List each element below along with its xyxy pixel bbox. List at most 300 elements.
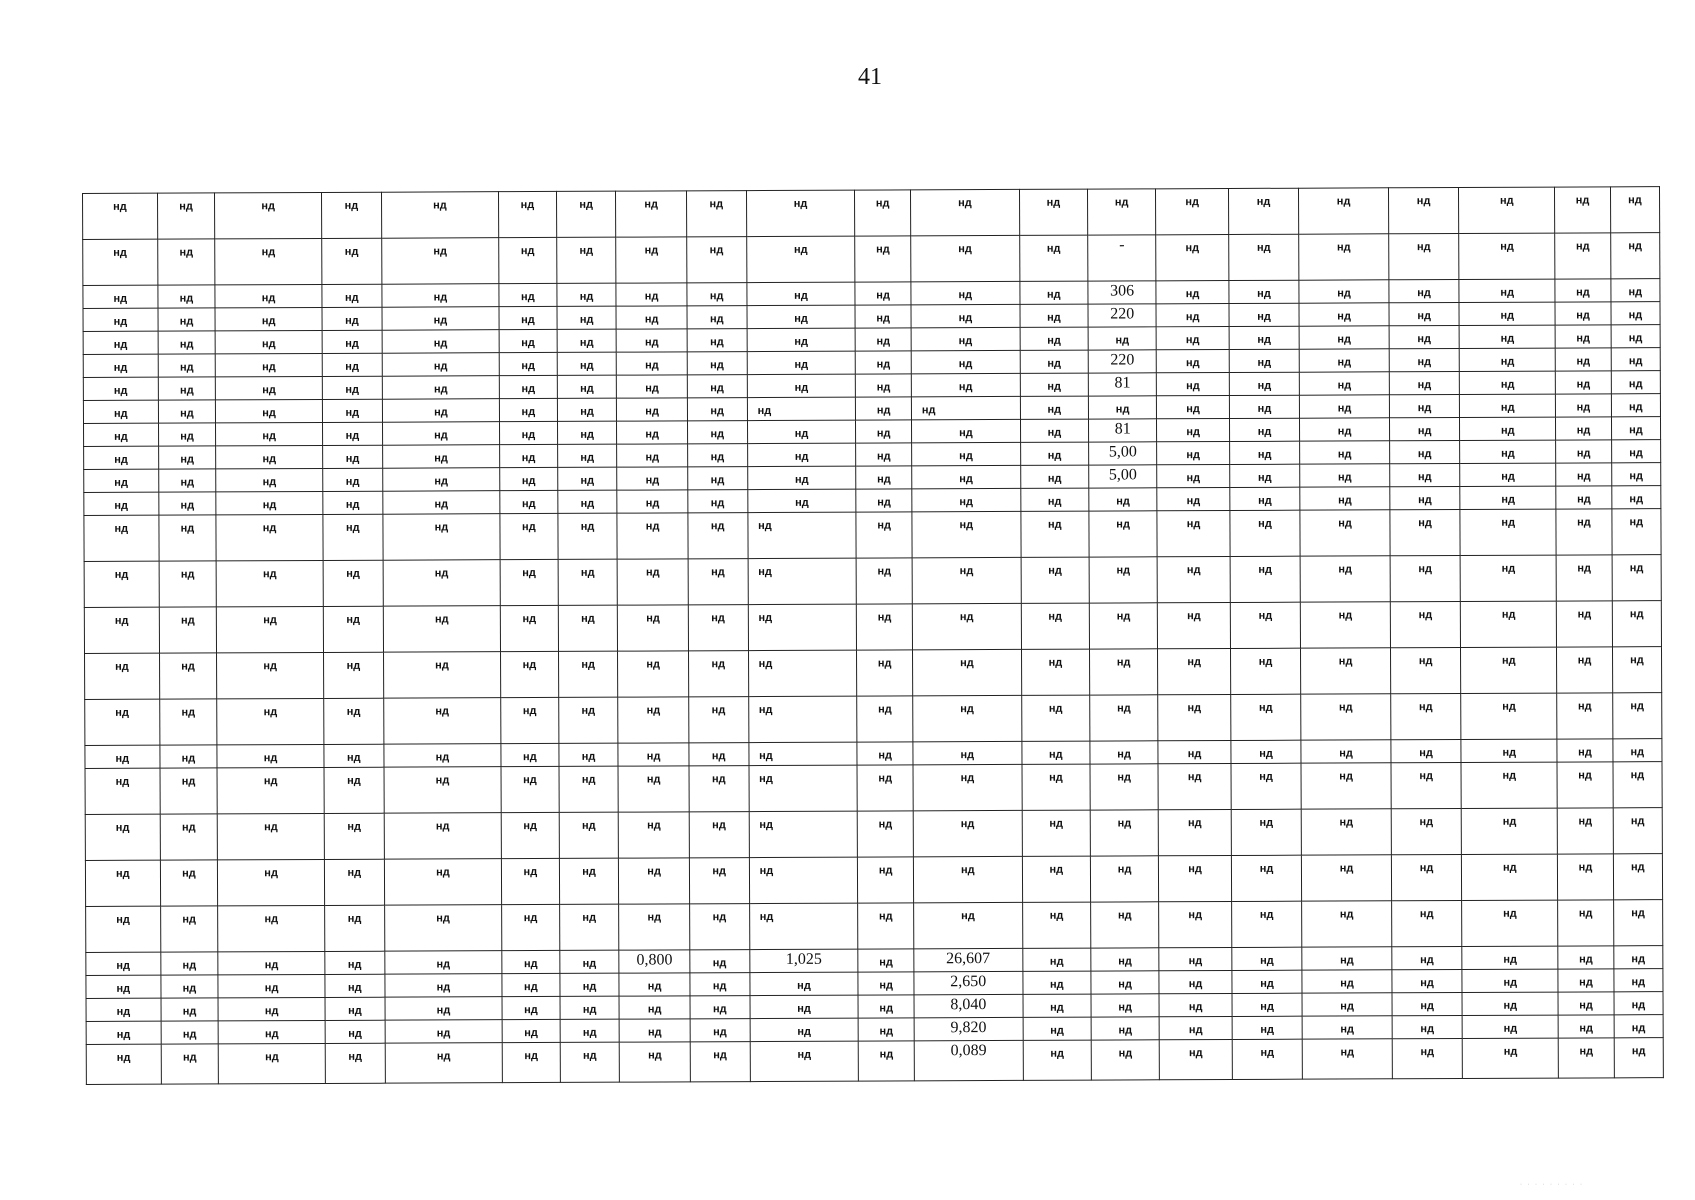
table-cell: нд bbox=[857, 558, 913, 604]
table-cell: нд bbox=[161, 952, 219, 975]
table-cell: нд bbox=[1160, 1039, 1233, 1079]
table-cell: нд bbox=[1300, 372, 1390, 395]
table-cell: нд bbox=[1300, 510, 1390, 556]
table-cell: нд bbox=[557, 329, 617, 352]
table-cell: нд bbox=[1557, 762, 1613, 808]
table-cell: нд bbox=[385, 1020, 502, 1044]
table-cell: нд bbox=[913, 810, 1022, 856]
table-cell: нд bbox=[323, 514, 383, 560]
table-cell: нд bbox=[1157, 418, 1230, 441]
table-cell: нд bbox=[747, 420, 856, 443]
table-cell: нд bbox=[1558, 946, 1614, 969]
table-cell: нд bbox=[1159, 1016, 1232, 1039]
table-cell: нд bbox=[382, 307, 499, 331]
table-cell: нд bbox=[1230, 602, 1301, 648]
table-cell: нд bbox=[499, 237, 557, 283]
table-cell: нд bbox=[1159, 855, 1232, 901]
table-cell: нд bbox=[1158, 602, 1231, 648]
table-cell: нд bbox=[1300, 556, 1390, 602]
table-cell: нд bbox=[215, 330, 322, 353]
table-cell: нд bbox=[502, 950, 560, 973]
table-cell: нд bbox=[1231, 855, 1302, 901]
table-cell: нд bbox=[910, 189, 1019, 235]
table-cell: нд bbox=[218, 905, 325, 951]
table-cell: нд bbox=[1300, 464, 1390, 487]
table-cell: 5,00 bbox=[1089, 465, 1157, 488]
table-cell: нд bbox=[1156, 188, 1229, 234]
table-cell: нд bbox=[1611, 394, 1660, 417]
table-cell: нд bbox=[617, 513, 688, 559]
table-cell: нд bbox=[560, 1019, 620, 1042]
table-cell: нд bbox=[1229, 395, 1300, 418]
table-cell: 220 bbox=[1088, 350, 1156, 373]
table-cell: нд bbox=[323, 468, 383, 491]
table-cell: нд bbox=[1461, 739, 1557, 762]
table-cell: нд bbox=[1022, 764, 1090, 810]
table-cell: нд bbox=[322, 330, 382, 353]
table-cell: нд bbox=[1611, 325, 1660, 348]
table-cell: нд bbox=[1391, 854, 1462, 900]
table-cell: нд bbox=[1156, 234, 1229, 280]
table-cell: нд bbox=[1300, 487, 1390, 510]
table-cell: нд bbox=[1611, 371, 1660, 394]
table-cell: нд bbox=[1558, 1038, 1614, 1078]
table-cell: нд bbox=[859, 1018, 915, 1041]
table-cell: нд bbox=[1229, 326, 1300, 349]
table-cell: нд bbox=[746, 236, 855, 282]
page-number: 41 bbox=[858, 64, 882, 90]
table-cell: нд bbox=[216, 376, 323, 399]
table-cell: нд bbox=[1557, 693, 1613, 739]
table-cell: нд bbox=[856, 466, 912, 489]
table-cell: нд bbox=[158, 354, 216, 377]
table-cell: нд bbox=[1558, 969, 1614, 992]
table-cell: нд bbox=[1557, 647, 1613, 693]
table-cell: нд bbox=[321, 192, 381, 238]
table-cell: нд bbox=[1392, 1038, 1463, 1078]
table-cell: нд bbox=[1461, 647, 1557, 693]
table-cell: нд bbox=[618, 605, 689, 651]
table-cell: нд bbox=[858, 903, 914, 949]
table-cell: нд bbox=[1090, 695, 1158, 741]
table-cell: нд bbox=[620, 1042, 691, 1082]
table-cell: нд bbox=[325, 1043, 385, 1083]
table-cell: нд bbox=[83, 239, 158, 285]
table-cell: нд bbox=[1389, 394, 1460, 417]
table-cell: нд bbox=[1556, 440, 1612, 463]
table-cell: нд bbox=[84, 469, 159, 492]
table-cell: нд bbox=[688, 490, 748, 513]
table-cell: нд bbox=[84, 515, 159, 561]
table-cell: нд bbox=[1612, 555, 1661, 601]
table-cell: нд bbox=[858, 995, 914, 1018]
table-cell: 81 bbox=[1089, 419, 1157, 442]
table-cell: нд bbox=[1229, 372, 1300, 395]
table-row bbox=[84, 509, 1661, 562]
table-cell: нд bbox=[748, 696, 857, 742]
table-cell: нд bbox=[1556, 394, 1612, 417]
table-cell: нд bbox=[749, 811, 858, 857]
table-cell: нд bbox=[1556, 463, 1612, 486]
table-cell: нд bbox=[217, 606, 324, 652]
table-cell: нд bbox=[557, 421, 617, 444]
table-cell: нд bbox=[85, 768, 160, 814]
table-cell: нд bbox=[690, 973, 750, 996]
table-cell: нд bbox=[1613, 900, 1662, 946]
table-cell: нд bbox=[1020, 350, 1088, 373]
table-cell: нд bbox=[158, 285, 216, 308]
table-cell: нд bbox=[1302, 1016, 1392, 1039]
table-cell: нд bbox=[501, 766, 559, 812]
table-cell: нд bbox=[218, 997, 325, 1020]
table-cell: нд bbox=[1020, 327, 1088, 350]
table-cell: нд bbox=[1159, 947, 1232, 970]
table-cell: нд bbox=[857, 650, 913, 696]
table-cell: нд bbox=[911, 235, 1020, 281]
scan-artifact: · · · · · · · · · bbox=[1520, 1182, 1584, 1188]
table-cell: нд bbox=[216, 560, 323, 606]
table-cell: нд bbox=[912, 442, 1021, 465]
table-cell: нд bbox=[1091, 948, 1159, 971]
table-row bbox=[85, 854, 1662, 907]
table-cell: нд bbox=[1459, 302, 1555, 325]
table-wrapper bbox=[82, 186, 1664, 1085]
table-cell: нд bbox=[500, 444, 558, 467]
table-cell: нд bbox=[218, 951, 325, 974]
table-cell: нд bbox=[557, 283, 617, 306]
table-cell: нд bbox=[1157, 487, 1230, 510]
table-cell: нд bbox=[1088, 396, 1156, 419]
table-cell: нд bbox=[325, 974, 385, 997]
table-cell: нд bbox=[1090, 764, 1158, 810]
table-cell: нд bbox=[1389, 325, 1460, 348]
table-cell: нд bbox=[1020, 304, 1088, 327]
table-cell: нд bbox=[157, 193, 215, 239]
table-cell: нд bbox=[1021, 603, 1089, 649]
table-cell: нд bbox=[1091, 994, 1159, 1017]
table-cell: нд bbox=[1610, 233, 1659, 279]
table-cell: нд bbox=[690, 1042, 750, 1082]
table-cell: нд bbox=[1021, 511, 1089, 557]
table-cell: нд bbox=[1391, 739, 1462, 762]
table-cell: нд bbox=[1231, 901, 1302, 947]
table-cell: нд bbox=[1612, 601, 1661, 647]
table-cell: нд bbox=[687, 421, 747, 444]
table-cell: нд bbox=[1089, 557, 1157, 603]
table-cell: нд bbox=[559, 858, 619, 904]
table-cell: нд bbox=[84, 446, 159, 469]
table-cell: нд bbox=[86, 952, 161, 975]
table-row bbox=[84, 601, 1661, 654]
table-cell: нд bbox=[1390, 509, 1461, 555]
table-cell: нд bbox=[383, 514, 501, 561]
table-cell: нд bbox=[1022, 810, 1090, 856]
table-cell: 1,025 bbox=[749, 949, 858, 972]
table-cell: нд bbox=[618, 697, 689, 743]
table-cell: нд bbox=[856, 512, 912, 558]
table-cell: нд bbox=[1613, 808, 1662, 854]
table-cell: нд bbox=[1158, 763, 1231, 809]
table-cell: нд bbox=[1230, 510, 1301, 556]
table-cell: нд bbox=[1459, 279, 1555, 302]
table-cell: нд bbox=[1229, 303, 1300, 326]
table-cell: нд bbox=[159, 607, 217, 653]
table-cell: нд bbox=[385, 974, 502, 998]
table-cell: нд bbox=[84, 561, 159, 607]
table-cell: нд bbox=[1157, 395, 1230, 418]
table-cell: нд bbox=[325, 951, 385, 974]
table-cell: нд bbox=[161, 1044, 219, 1084]
table-cell: нд bbox=[1156, 326, 1229, 349]
table-cell: 0,800 bbox=[619, 950, 690, 973]
table-cell: нд bbox=[1157, 441, 1230, 464]
table-cell: нд bbox=[322, 284, 382, 307]
table-cell: нд bbox=[86, 906, 161, 952]
table-cell: нд bbox=[499, 329, 557, 352]
table-cell: нд bbox=[1229, 418, 1300, 441]
table-cell: нд bbox=[385, 951, 502, 975]
table-cell: нд bbox=[911, 281, 1020, 304]
table-cell: нд bbox=[158, 377, 216, 400]
table-cell: нд bbox=[750, 1018, 859, 1041]
table-cell: 8,040 bbox=[914, 994, 1023, 1017]
table-cell: нд bbox=[1232, 970, 1303, 993]
table-cell: нд bbox=[857, 604, 913, 650]
table-cell: нд bbox=[1230, 648, 1301, 694]
table-cell: нд bbox=[215, 192, 322, 238]
table-cell: нд bbox=[1089, 488, 1157, 511]
table-cell: нд bbox=[1232, 1039, 1303, 1079]
table-cell: нд bbox=[858, 972, 914, 995]
table-cell: нд bbox=[1302, 947, 1392, 970]
table-cell: нд bbox=[384, 767, 502, 814]
table-cell: нд bbox=[383, 491, 500, 515]
table-cell: нд bbox=[1022, 902, 1090, 948]
table-cell: нд bbox=[1392, 969, 1463, 992]
table-cell: нд bbox=[912, 511, 1021, 557]
table-cell: нд bbox=[1023, 994, 1091, 1017]
table-cell: нд bbox=[382, 445, 499, 469]
table-cell: нд bbox=[619, 973, 690, 996]
table-cell: нд bbox=[1157, 464, 1230, 487]
table-cell: нд bbox=[856, 351, 912, 374]
table-cell: нд bbox=[1557, 808, 1613, 854]
table-cell: нд bbox=[913, 695, 1022, 741]
table-cell: нд bbox=[1021, 649, 1089, 695]
table-cell: нд bbox=[750, 1041, 859, 1081]
table-cell: нд bbox=[690, 1019, 750, 1042]
table-cell: нд bbox=[1460, 486, 1556, 509]
table-cell: нд bbox=[1231, 809, 1302, 855]
table-cell: нд bbox=[160, 768, 218, 814]
table-cell: нд bbox=[559, 743, 619, 766]
table-cell: нд bbox=[1302, 993, 1392, 1016]
table-cell: нд bbox=[688, 605, 748, 651]
table-cell: нд bbox=[1389, 348, 1460, 371]
table-cell: нд bbox=[382, 284, 499, 308]
table-cell: нд bbox=[689, 766, 749, 812]
table-cell: нд bbox=[1088, 327, 1156, 350]
table-cell: нд bbox=[1023, 1040, 1091, 1080]
table-cell: нд bbox=[1019, 235, 1087, 281]
table-cell: нд bbox=[499, 352, 557, 375]
table-cell: нд bbox=[1558, 992, 1614, 1015]
table-cell: нд bbox=[160, 814, 218, 860]
table-cell: нд bbox=[1301, 648, 1391, 694]
table-cell: нд bbox=[1301, 740, 1391, 763]
table-cell: нд bbox=[1158, 809, 1231, 855]
table-cell: нд bbox=[159, 561, 217, 607]
table-cell: нд bbox=[1091, 971, 1159, 994]
table-cell: нд bbox=[1302, 855, 1392, 901]
table-cell: нд bbox=[1229, 234, 1300, 280]
table-cell: нд bbox=[1460, 440, 1556, 463]
table-cell: нд bbox=[747, 351, 856, 374]
table-cell: нд bbox=[617, 329, 688, 352]
table-cell: нд bbox=[158, 469, 216, 492]
table-cell: нд bbox=[1019, 189, 1087, 235]
table-cell: нд bbox=[1388, 187, 1459, 233]
table-cell: нд bbox=[161, 998, 219, 1021]
table-cell: нд bbox=[687, 375, 747, 398]
table-cell: нд bbox=[689, 743, 749, 766]
table-cell: нд bbox=[1090, 649, 1158, 695]
table-cell: нд bbox=[1157, 510, 1230, 556]
table-cell: нд bbox=[158, 446, 216, 469]
table-cell: нд bbox=[325, 905, 385, 951]
table-cell: нд bbox=[86, 1044, 161, 1084]
table-cell: нд bbox=[383, 560, 501, 607]
table-cell: нд bbox=[1232, 993, 1303, 1016]
table-cell: нд bbox=[325, 997, 385, 1020]
table-cell: нд bbox=[1390, 647, 1461, 693]
table-cell: нд bbox=[83, 308, 158, 331]
table-cell: нд bbox=[1611, 348, 1660, 371]
table-cell: нд bbox=[1231, 763, 1302, 809]
table-cell: нд bbox=[84, 607, 159, 653]
table-cell: нд bbox=[1232, 947, 1303, 970]
table-cell: нд bbox=[748, 650, 857, 696]
table-cell: нд bbox=[85, 745, 160, 768]
table-cell: нд bbox=[858, 811, 914, 857]
table-cell: нд bbox=[1090, 810, 1158, 856]
table-cell: нд bbox=[1389, 233, 1460, 279]
table-cell: нд bbox=[857, 696, 913, 742]
table-cell: нд bbox=[557, 306, 617, 329]
table-cell: нд bbox=[1302, 901, 1392, 947]
table-cell: нд bbox=[382, 468, 499, 492]
table-cell: нд bbox=[557, 375, 617, 398]
table-cell: нд bbox=[158, 308, 216, 331]
table-cell: нд bbox=[84, 423, 159, 446]
table-cell: нд bbox=[1555, 302, 1611, 325]
table-cell: нд bbox=[1459, 187, 1555, 233]
table-cell: нд bbox=[1022, 741, 1090, 764]
table-cell: нд bbox=[617, 352, 688, 375]
table-cell: нд bbox=[689, 697, 749, 743]
table-cell: нд bbox=[84, 492, 159, 515]
table-row bbox=[86, 900, 1663, 953]
table-cell: нд bbox=[856, 443, 912, 466]
table-cell: нд bbox=[158, 423, 216, 446]
table-cell: нд bbox=[687, 444, 747, 467]
table-cell: нд bbox=[216, 353, 323, 376]
table-cell: нд bbox=[1158, 694, 1231, 740]
table-cell: нд bbox=[1228, 188, 1299, 234]
table-cell: нд bbox=[618, 743, 689, 766]
table-cell: нд bbox=[384, 905, 502, 952]
table-cell: нд bbox=[1231, 740, 1302, 763]
table-cell: нд bbox=[1461, 693, 1557, 739]
table-cell: нд bbox=[158, 400, 216, 423]
table-cell: нд bbox=[159, 653, 217, 699]
table-cell: нд bbox=[1300, 395, 1390, 418]
table-cell: нд bbox=[1612, 647, 1661, 693]
table-cell: нд bbox=[690, 996, 750, 1019]
table-cell: нд bbox=[1229, 349, 1300, 372]
table-cell: нд bbox=[617, 398, 688, 421]
table-cell: нд bbox=[83, 331, 158, 354]
table-cell: нд bbox=[1612, 509, 1661, 555]
table-cell: нд bbox=[855, 305, 911, 328]
table-cell: нд bbox=[1159, 970, 1232, 993]
table-cell: нд bbox=[747, 443, 856, 466]
table-cell: нд bbox=[322, 376, 382, 399]
table-cell: нд bbox=[501, 812, 559, 858]
table-cell: нд bbox=[322, 307, 382, 330]
table-cell: нд bbox=[1389, 440, 1460, 463]
table-cell: нд bbox=[502, 1042, 560, 1082]
table-cell: нд bbox=[559, 812, 619, 858]
table-cell: нд bbox=[1459, 233, 1555, 279]
table-cell: нд bbox=[750, 972, 859, 995]
table-cell: нд bbox=[500, 513, 558, 559]
table-cell: нд bbox=[911, 419, 1020, 442]
table-cell: нд bbox=[1229, 441, 1300, 464]
table-cell: нд bbox=[560, 973, 620, 996]
table-cell: нд bbox=[83, 354, 158, 377]
table-cell: нд bbox=[558, 651, 618, 697]
table-cell: нд bbox=[617, 490, 688, 513]
table-cell: нд bbox=[1462, 854, 1558, 900]
table-cell: нд bbox=[559, 904, 619, 950]
table-cell: нд bbox=[913, 856, 1022, 902]
table-cell: нд bbox=[1020, 442, 1088, 465]
table-cell: нд bbox=[1391, 808, 1462, 854]
table-cell: нд bbox=[216, 514, 323, 560]
table-row bbox=[85, 762, 1662, 815]
table-cell: нд bbox=[83, 400, 158, 423]
table-cell: нд bbox=[215, 307, 322, 330]
table-cell: нд bbox=[216, 445, 323, 468]
table-cell: нд bbox=[499, 283, 557, 306]
table-cell: нд bbox=[619, 812, 690, 858]
table-cell: нд bbox=[858, 949, 914, 972]
table-cell: нд bbox=[1610, 187, 1659, 233]
table-cell: 2,650 bbox=[914, 971, 1023, 994]
table-cell: нд bbox=[502, 996, 560, 1019]
table-cell: нд bbox=[502, 904, 560, 950]
table-cell: нд bbox=[1613, 854, 1662, 900]
table-cell: нд bbox=[1300, 418, 1390, 441]
table-cell: нд bbox=[859, 1041, 915, 1081]
table-cell: нд bbox=[616, 237, 687, 283]
table-cell: нд bbox=[502, 1019, 560, 1042]
table-cell: нд bbox=[687, 237, 747, 283]
table-cell: нд bbox=[1392, 1015, 1463, 1038]
table-cell: нд bbox=[1301, 763, 1391, 809]
table-cell: нд bbox=[160, 860, 218, 906]
